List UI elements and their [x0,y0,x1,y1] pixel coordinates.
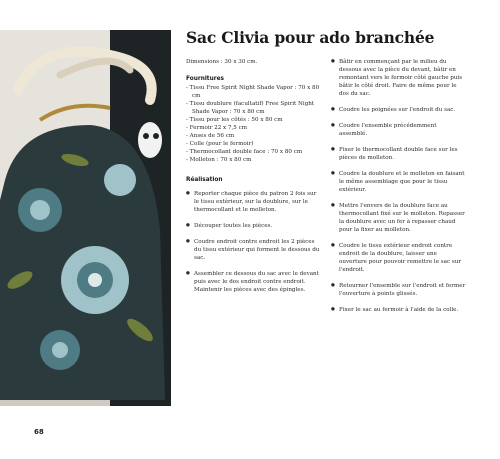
bag-photo [0,30,171,406]
step-item: ● Bâtir en commençant par le milieu du dessous avec la pièce du devant, bâtir en remontant vers le fermoir côté gauche puis bâtir le côté droit. Faire de même pour le dos du sac. [331,58,466,98]
step-item: ● Coudre les poignées sur l'endroit du sac. [331,106,466,114]
dimensions-text: Dimensions : 30 x 30 cm. [186,59,258,65]
supply-item: - Tissu doublure (facultatif) Free Spirit Night Shade Vapor : 70 x 80 cm [186,100,320,116]
step-item: ● Coudre le tissu extérieur endroit contre endroit de la doublure, laisser une ouverture pour pouvoir remettre le sac sur l'endroit. [331,242,466,274]
step-item: ● Coudre endroit contre endroit les 2 pièces du tissu extérieur qui forment le dessous du sac. [186,238,320,262]
step-item: ● Assembler ce dessous du sac avec le devant puis avec le dos endroit contre endroit. Maintenir les pièces avec des épingles. [186,270,320,294]
supply-item: - Tissu pour les côtés : 50 x 80 cm [186,116,320,124]
step-item: ● Retourner l'ensemble sur l'endroit et fermer l'ouverture à points glissés. [331,282,466,298]
supply-item: - Anses de 56 cm [186,132,320,140]
step-item: ● Coudre la doublure et le molleton en faisant le même assemblage que pour le tissu extérieur. [331,170,466,194]
supply-item: - Thermocollant double face : 70 x 80 cm [186,148,320,156]
step-item: ● Fixer le sac au fermoir à l'aide de la colle. [331,306,466,314]
steps-list-right [331,58,466,314]
bag-illustration [0,30,171,406]
step-item: ● Découper toutes les pièces. [186,222,320,230]
supply-item: - Fermoir 22 x 7,5 cm [186,124,320,132]
step-item: ● Coudre l'ensemble précédemment assemblé. [331,122,466,138]
supply-item: - Tissu Free Spirit Night Shade Vapor : 70 x 80 cm [186,84,320,100]
supply-item: - Molleton : 70 x 80 cm [186,156,320,164]
steps-list-left [186,190,320,294]
step-item: ● Mettre l'envers de la doublure face au thermocollant fixé sur le molleton. Repasser la doublure avec un fer à repasser chaud pour la fixer au molleton. [331,202,466,234]
page-number: 68 [34,428,44,436]
supplies-heading: Fournitures [186,76,224,82]
supply-item: - Colle (pour le fermoir) [186,140,320,148]
left-column [186,58,320,302]
supplies-list [186,84,320,164]
right-column [331,58,466,322]
step-item: ● Fixer le thermocollant double face sur les pièces de molleton. [331,146,466,162]
step-item: ● Reporter chaque pièce du patron 2 fois sur le tissu extérieur, sur la doublure, sur le thermocollant et le molleton. [186,190,320,214]
realisation-heading: Réalisation [186,177,223,183]
page-title: Sac Clivia pour ado branchée [186,28,435,47]
